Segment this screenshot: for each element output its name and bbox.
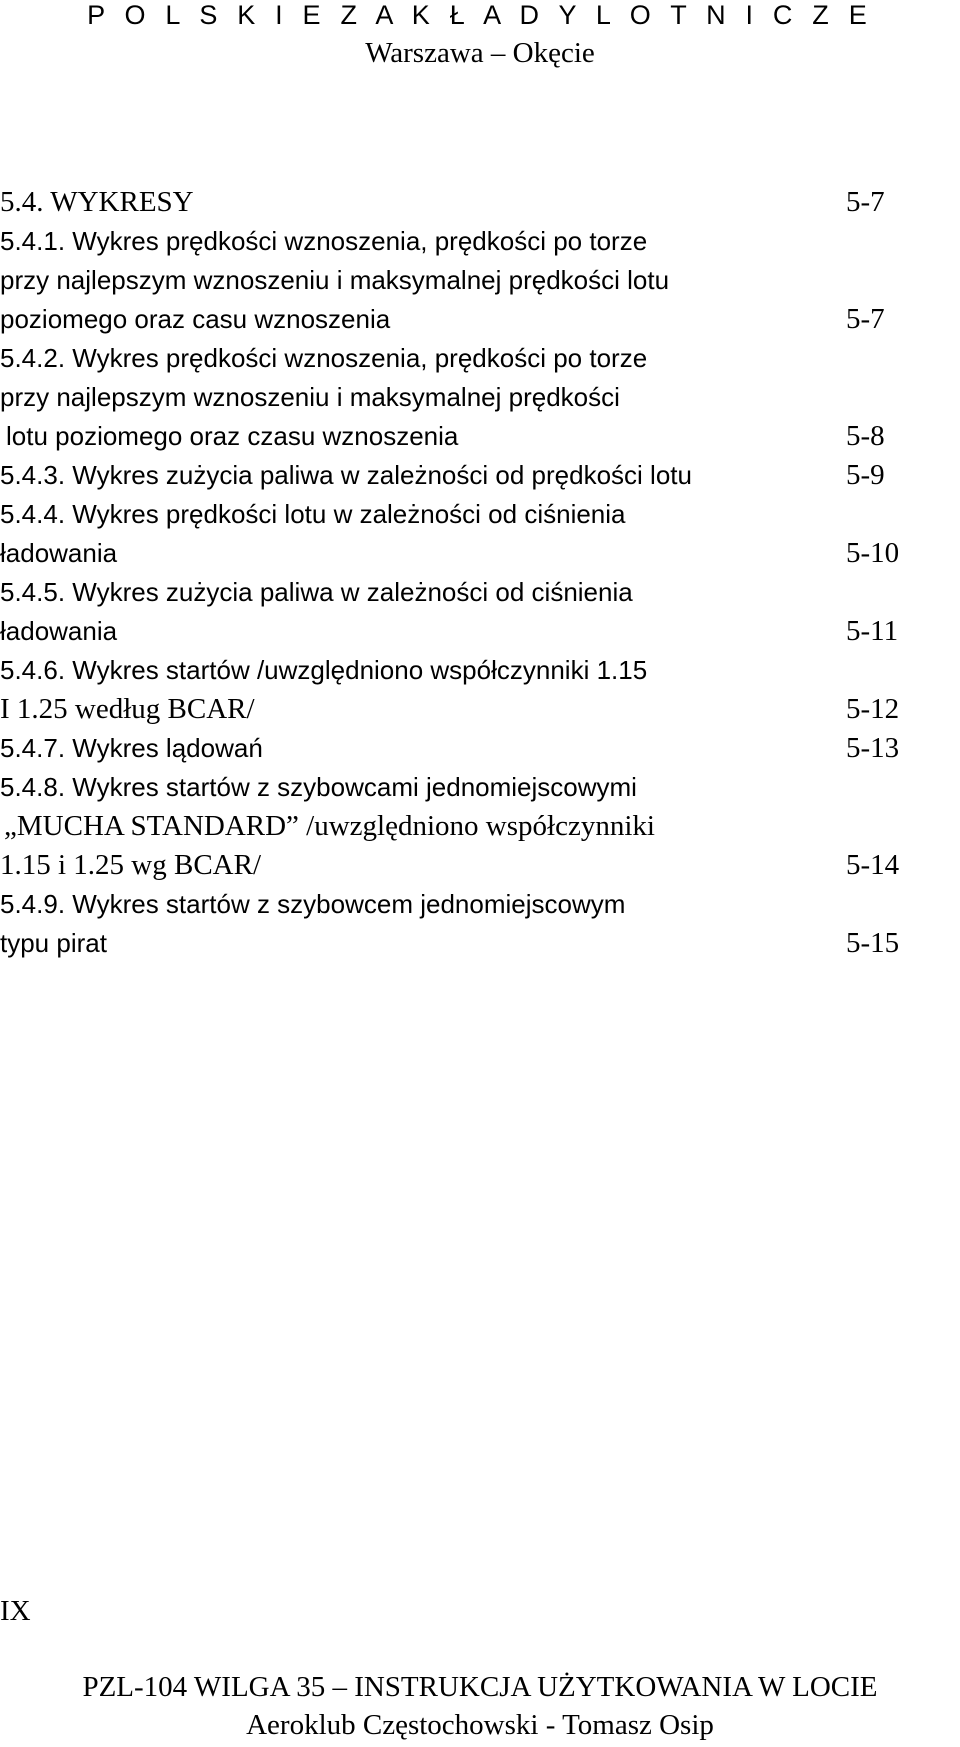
toc-entry xyxy=(0,572,960,612)
toc-entry xyxy=(0,923,960,963)
toc-entry xyxy=(0,806,960,846)
toc-entry-text: „MUCHA STANDARD” /uwzględniono współczynniki xyxy=(4,810,655,842)
header-city: Warszawa – Okęcie xyxy=(365,37,595,69)
header-company-name: P O L S K I E Z A K Ł A D Y L O T N I C Z E xyxy=(87,0,873,30)
toc-entry xyxy=(0,650,960,690)
toc-entry-text: ładowania xyxy=(0,616,118,646)
toc-entry-page: 5-9 xyxy=(846,459,885,491)
toc-entry xyxy=(0,377,960,417)
toc-entry xyxy=(0,221,960,261)
toc-entry xyxy=(0,416,960,456)
toc-entry-text: 1.15 i 1.25 wg BCAR/ xyxy=(0,849,262,881)
toc-entry xyxy=(0,884,960,924)
toc-entry-page: 5-7 xyxy=(846,186,885,218)
toc-entry xyxy=(0,494,960,534)
toc-entry-text: poziomego oraz casu wznoszenia xyxy=(0,304,391,334)
toc-entry xyxy=(0,533,960,573)
toc-entry-text: przy najlepszym wznoszeniu i maksymalnej prędkości lotu xyxy=(0,265,670,295)
toc-entry xyxy=(0,299,960,339)
toc-entry-text: 5.4.2. Wykres prędkości wznoszenia, prędkości po torze xyxy=(0,343,648,373)
footer-title: PZL-104 WILGA 35 – INSTRUKCJA UŻYTKOWANIA W LOCIE xyxy=(82,1671,878,1703)
footer-author: Aeroklub Częstochowski - Tomasz Osip xyxy=(246,1709,714,1741)
page-number: IX xyxy=(0,1595,31,1627)
toc-entry-text: 5.4.1. Wykres prędkości wznoszenia, prędkości po torze xyxy=(0,226,648,256)
toc-entry-text: typu pirat xyxy=(0,928,107,958)
toc-entry-page: 5-7 xyxy=(846,303,885,335)
toc-entry-text: I 1.25 według BCAR/ xyxy=(0,693,255,725)
toc-entry-text: 5.4.6. Wykres startów /uwzględniono współczynniki 1.15 xyxy=(0,655,648,685)
toc-entry-page: 5-15 xyxy=(846,927,900,959)
toc-entry-text: 5.4.8. Wykres startów z szybowcami jednomiejscowymi xyxy=(0,772,637,802)
toc-entry-page: 5-10 xyxy=(846,537,900,569)
toc-entry-page: 5-8 xyxy=(846,420,885,452)
toc-entry xyxy=(0,689,960,729)
toc-entry-page: 5-14 xyxy=(846,849,900,881)
toc-entry-text: przy najlepszym wznoszeniu i maksymalnej prędkości xyxy=(0,382,620,412)
toc-entry xyxy=(0,611,960,651)
toc-entry-text: 5.4.9. Wykres startów z szybowcem jednomiejscowym xyxy=(0,889,626,919)
toc-entry xyxy=(0,338,960,378)
toc-entry xyxy=(0,182,960,222)
toc-entry-text: 5.4.3. Wykres zużycia paliwa w zależności od prędkości lotu xyxy=(0,460,692,490)
toc-entry-text: 5.4.7. Wykres lądowań xyxy=(0,733,263,763)
toc-entry xyxy=(0,455,960,495)
toc-entry-text: 5.4. WYKRESY xyxy=(0,186,194,218)
toc-entry-text: ładowania xyxy=(0,538,118,568)
toc-entry-text: 5.4.4. Wykres prędkości lotu w zależności od ciśnienia xyxy=(0,499,626,529)
toc-entry xyxy=(0,260,960,300)
toc-entry-text: lotu poziomego oraz czasu wznoszenia xyxy=(6,421,459,451)
toc-entry-page: 5-11 xyxy=(846,615,899,647)
toc-entry-text: 5.4.5. Wykres zużycia paliwa w zależności od ciśnienia xyxy=(0,577,633,607)
toc-entry xyxy=(0,767,960,807)
toc-entry xyxy=(0,845,960,885)
toc-entry-page: 5-13 xyxy=(846,732,900,764)
toc-entry-page: 5-12 xyxy=(846,693,900,725)
toc-entry xyxy=(0,728,960,768)
